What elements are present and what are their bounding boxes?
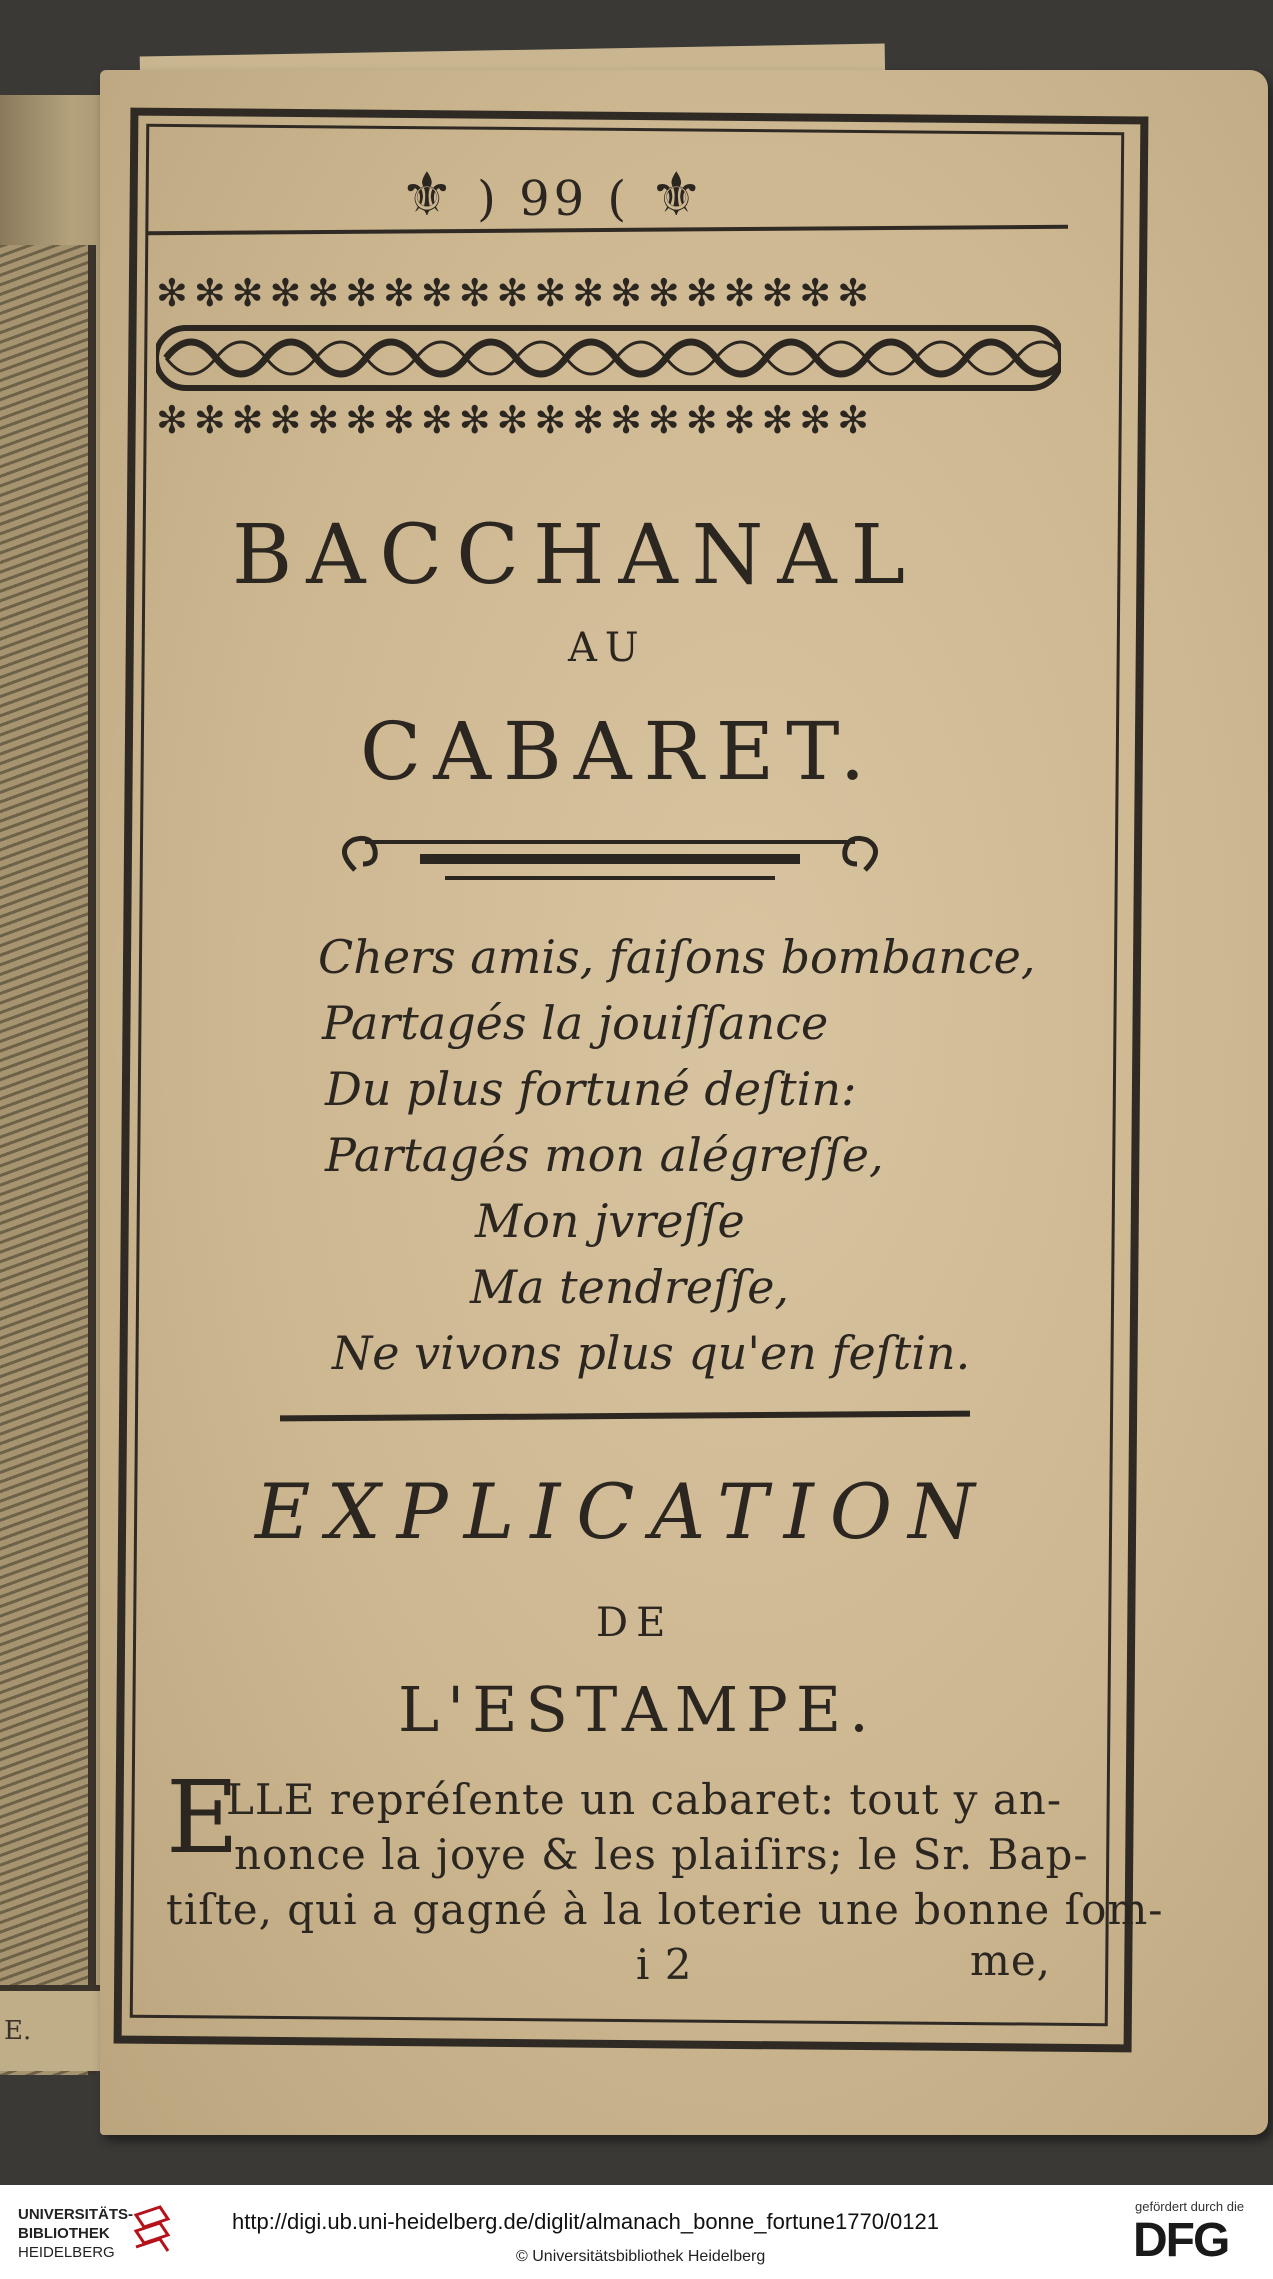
body-line: LLE repréſente un cabaret: tout y an-: [226, 1775, 1063, 1824]
section-title-estampe: L'ESTAMPE.: [398, 1673, 877, 1746]
university-name-line: UNIVERSITÄTS-: [18, 2206, 134, 2223]
svg-text:✻✻✻✻✻✻✻✻✻✻✻✻✻✻✻✻✻✻✻: ✻✻✻✻✻✻✻✻✻✻✻✻✻✻✻✻✻✻✻: [156, 398, 875, 442]
ornamental-border-icon: [156, 258, 1061, 443]
funding-label: gefördert durch die: [1135, 2199, 1245, 2214]
verse-line: Partagés la jouiſſance: [322, 996, 829, 1050]
engraving-fragment: [0, 245, 96, 2075]
engraving-caption-fragment: E.: [0, 1985, 100, 2071]
title-bacchanal: BACCHANAL: [232, 508, 920, 603]
copyright-notice: © Universitätsbibliothek Heidelberg: [516, 2248, 766, 2265]
drop-cap: E: [166, 1759, 239, 1876]
body-line: nonce la joye & les plaiſirs; le Sr. Bap-: [234, 1830, 1089, 1879]
title-cabaret: CABARET.: [360, 705, 878, 798]
dfg-logo-icon[interactable]: DFG: [1133, 2214, 1229, 2267]
verse-line: Chers amis, faiſons bombance,: [318, 930, 1036, 984]
verse-line: Partagés mon alégreſſe,: [325, 1128, 884, 1182]
body-line: tiſte, qui a gagné à la loterie une bonne ſom-: [166, 1885, 1164, 1934]
permalink-url[interactable]: http://digi.ub.uni-heidelberg.de/diglit/almanach_bonne_fortune1770/0121: [232, 2209, 939, 2234]
verse-line: Du plus fortuné deſtin:: [325, 1062, 857, 1116]
catchword: me,: [970, 1936, 1052, 1985]
verse-line: Mon jvreſſe: [475, 1194, 745, 1248]
signature-mark: i 2: [636, 1940, 693, 1989]
university-name-line: BIBLIOTHEK: [18, 2225, 110, 2242]
verse-line: Ma tendreſſe,: [470, 1260, 790, 1314]
page-header: [400, 160, 707, 230]
section-title-explication: EXPLICATION: [255, 1467, 991, 1556]
viewer-footer: [0, 2185, 1273, 2279]
page-number: 99: [519, 171, 589, 227]
star-row-bottom: [156, 398, 875, 442]
title-au: AU: [568, 625, 647, 671]
scroll-ornament-icon: [325, 830, 895, 900]
paren-left: ): [477, 171, 500, 227]
section-title-de: DE: [596, 1600, 674, 1646]
university-logo-icon[interactable]: [130, 2205, 174, 2257]
svg-text:✻✻✻✻✻✻✻✻✻✻✻✻✻✻✻✻✻✻✻: ✻✻✻✻✻✻✻✻✻✻✻✻✻✻✻✻✻✻✻: [156, 271, 875, 315]
verse-line: Ne vivons plus qu'en feſtin.: [332, 1326, 971, 1380]
fleuron-icon: ⚜: [649, 160, 708, 230]
paren-right: (: [607, 171, 631, 227]
university-name-line: HEIDELBERG: [18, 2244, 115, 2261]
fleuron-icon: ⚜: [400, 160, 458, 230]
star-row-top: [156, 271, 875, 315]
